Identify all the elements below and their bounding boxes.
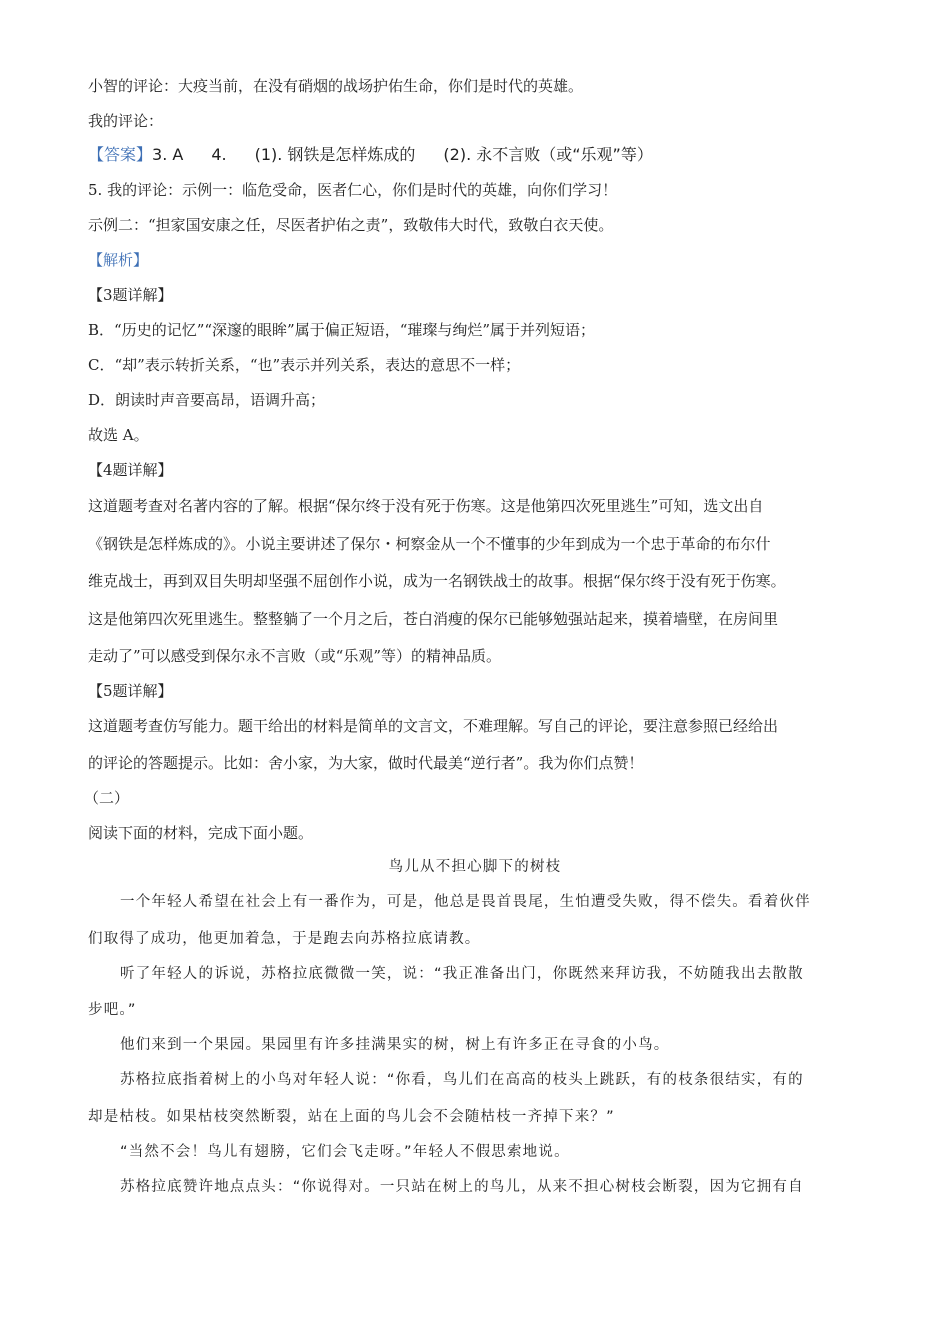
answer-q4: 4. bbox=[211, 145, 227, 164]
answer-tag: 【答案】 bbox=[88, 145, 153, 164]
q5-paragraph-line: 这道题考查仿写能力。题干给出的材料是简单的文言文，不难理解。写自己的评论，要注意参照已经给出 bbox=[88, 717, 779, 735]
story-line: 听了年轻人的诉说，苏格拉底微微一笑，说：“我正准备出门，你既然来拜访我，不妨随我出去散散 bbox=[120, 966, 804, 982]
story-line: 们取得了成功，他更加着急，于是跑去向苏格拉底请教。 bbox=[88, 931, 481, 947]
answer-q5-example2: 示例二：“担家国安康之任，尽医者护佑之责”，致敬伟大时代，致敬白衣天使。 bbox=[88, 216, 614, 234]
comment-xiaozhi: 小智的评论：大疫当前，在没有硝烟的战场护佑生命，你们是时代的英雄。 bbox=[88, 77, 584, 95]
story-line: 苏格拉底指着树上的小鸟对年轻人说：“你看，鸟儿们在高高的枝头上跳跃，有的枝条很结实，有的 bbox=[120, 1072, 804, 1088]
story-line: “当然不会！鸟儿有翅膀，它们会飞走呀。”年轻人不假思索地说。 bbox=[120, 1144, 570, 1160]
answer-line bbox=[88, 145, 653, 165]
answer-q4-part2: (2). 永不言败（或“乐观”等） bbox=[443, 145, 653, 164]
story-line: 一个年轻人希望在社会上有一番作为，可是，他总是畏首畏尾，生怕遭受失败，得不偿失。看着伙伴 bbox=[120, 894, 811, 910]
story-line: 他们来到一个果园。果园里有许多挂满果实的树，树上有许多正在寻食的小鸟。 bbox=[120, 1037, 670, 1053]
answer-q4-part1: (1). 钢铁是怎样炼成的 bbox=[254, 145, 416, 164]
q5-heading: 【5题详解】 bbox=[88, 682, 173, 700]
q4-paragraph-line: 这是他第四次死里逃生。整整躺了一个月之后，苍白消瘦的保尔已能够勉强站起来，摸着墙壁，在房间里 bbox=[88, 610, 779, 628]
q3-option-c: C．“却”表示转折关系，“也”表示并列关系，表达的意思不一样； bbox=[88, 356, 521, 374]
analysis-tag: 【解析】 bbox=[88, 251, 149, 269]
q3-conclusion: 故选 A。 bbox=[88, 426, 149, 444]
story-line: 却是枯枝。如果枯枝突然断裂，站在上面的鸟儿会不会随枯枝一齐掉下来？” bbox=[88, 1109, 615, 1125]
answer-q3: 3. A bbox=[152, 145, 184, 164]
answer-q5: 5. 我的评论：示例一：临危受命，医者仁心，你们是时代的英雄，向你们学习！ bbox=[88, 181, 618, 199]
q3-option-d: D．朗读时声音要高昂，语调升高； bbox=[88, 391, 326, 409]
story-line: 苏格拉底赞许地点点头：“你说得对。一只站在树上的鸟儿，从来不担心树枝会断裂，因为它拥有自 bbox=[120, 1179, 804, 1195]
q4-paragraph-line: 走动了”可以感受到保尔永不言败（或“乐观”等）的精神品质。 bbox=[88, 647, 502, 665]
q4-heading: 【4题详解】 bbox=[88, 461, 173, 479]
my-comment-label: 我的评论： bbox=[88, 112, 164, 130]
story-line: 步吧。” bbox=[88, 1002, 137, 1018]
section-heading: （二） bbox=[84, 789, 130, 807]
reading-instruction: 阅读下面的材料，完成下面小题。 bbox=[88, 824, 314, 842]
q3-heading: 【3题详解】 bbox=[88, 286, 173, 304]
q5-paragraph-line: 的评论的答题提示。比如：舍小家，为大家，做时代最美“逆行者”。我为你们点赞！ bbox=[88, 754, 644, 772]
q4-paragraph-line: 这道题考查对名著内容的了解。根据“保尔终于没有死于伤寒。这是他第四次死里逃生”可知，选文出自 bbox=[88, 497, 764, 515]
q3-option-b: B．“历史的记忆”“深邃的眼眸”属于偏正短语，“璀璨与绚烂”属于并列短语； bbox=[88, 321, 596, 339]
story-title: 鸟儿从不担心脚下的树枝 bbox=[388, 859, 562, 875]
q4-paragraph-line: 《钢铁是怎样炼成的》。小说主要讲述了保尔・柯察金从一个不懂事的少年到成为一个忠于革命的布尔什 bbox=[88, 535, 771, 553]
q4-paragraph-line: 维克战士，再到双目失明却坚强不屈创作小说，成为一名钢铁战士的故事。根据“保尔终于没有死于伤寒。 bbox=[88, 572, 786, 590]
